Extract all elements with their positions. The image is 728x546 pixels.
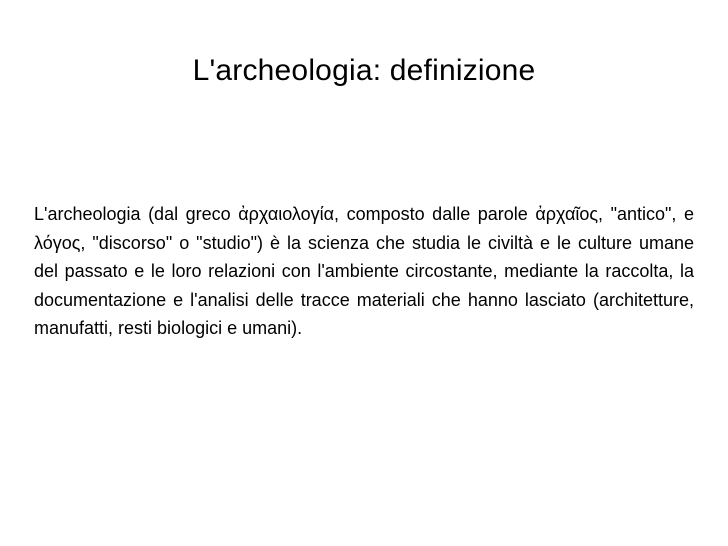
slide-title: L'archeologia: definizione	[192, 54, 536, 87]
slide-body-text: L'archeologia (dal greco ἀρχαιολογία, composto dalle parole ἀρχαῖος, "antico", e λόγος, "discorso" o "studio") è la scienza che studia le civiltà e le culture umane del passato e le loro relazioni con l'ambiente circostante, mediante la raccolta, la documentazione e l'analisi delle tracce materiali che hanno lasciato (architetture, manufatti, resti biologici e umani).	[34, 204, 694, 339]
